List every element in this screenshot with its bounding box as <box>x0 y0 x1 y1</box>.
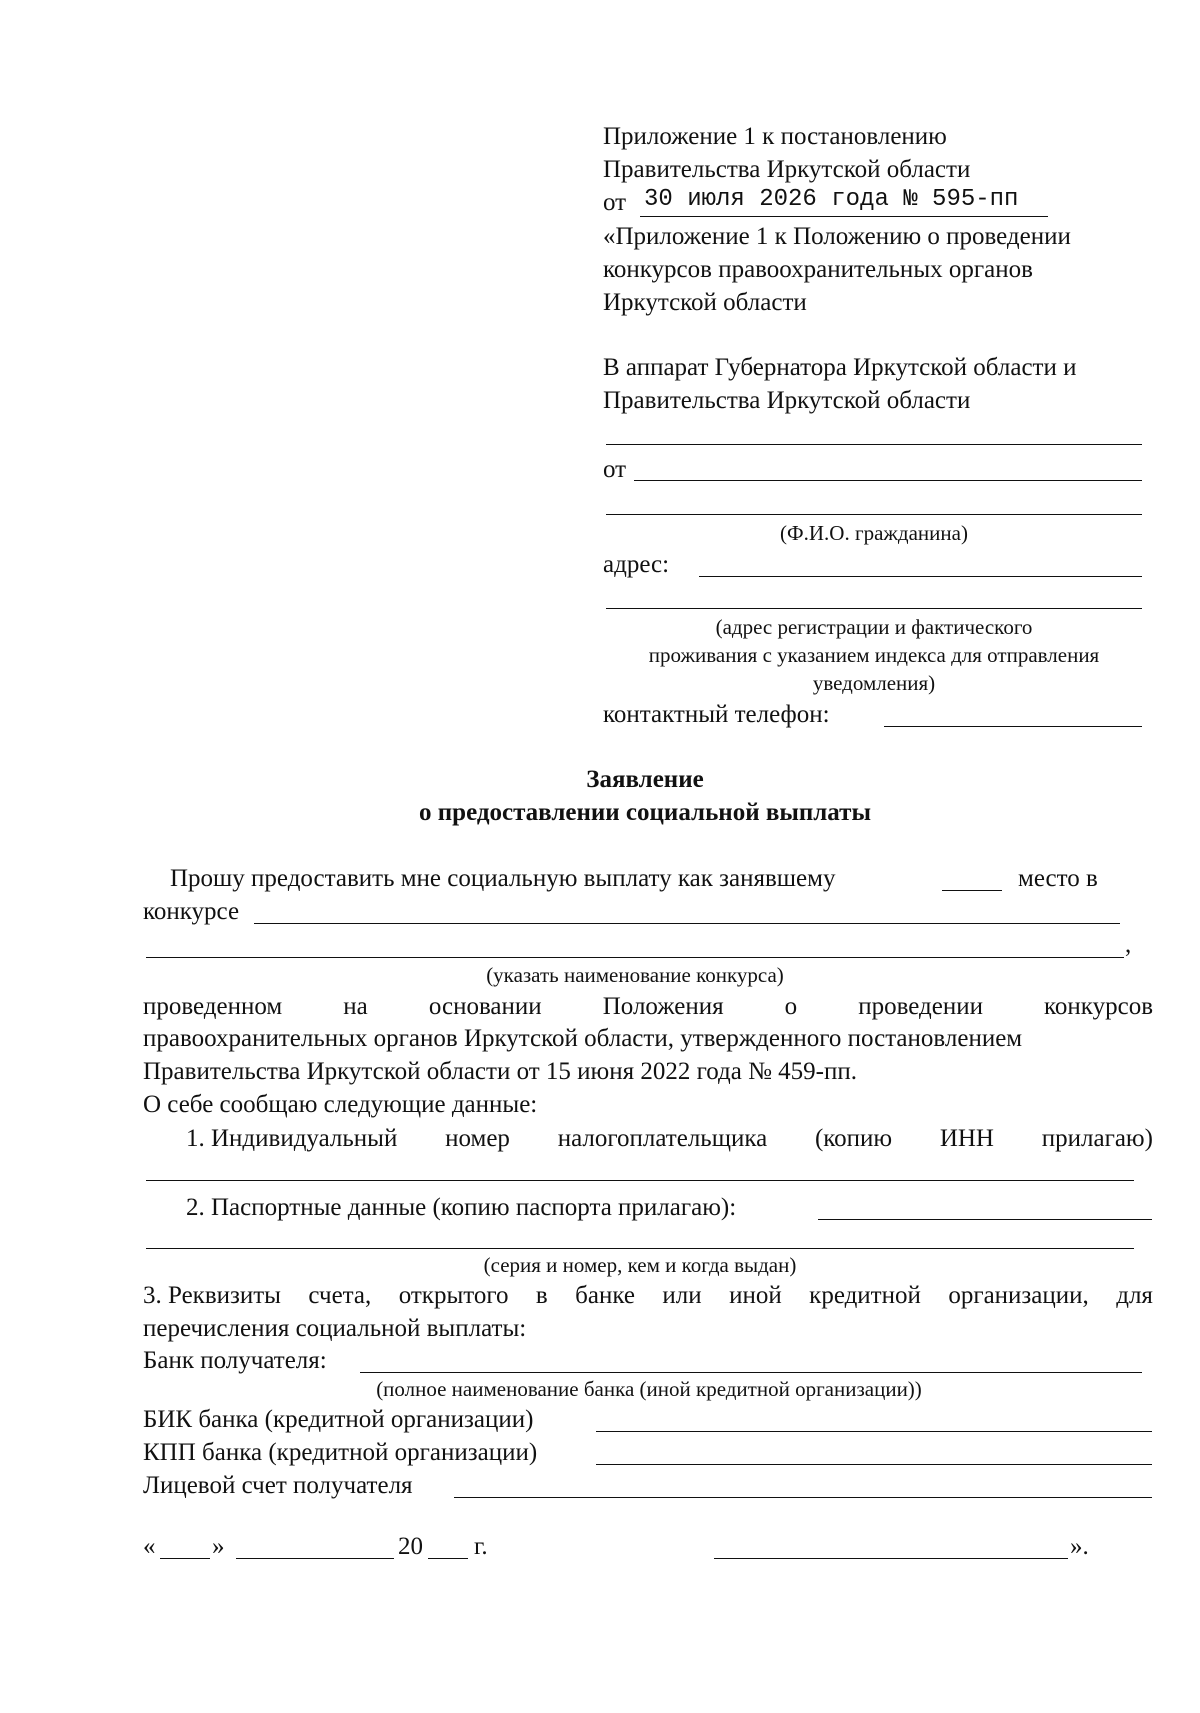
request-place-text: место в <box>1018 865 1098 892</box>
address-caption-line-2: проживания с указанием индекса для отправления <box>648 643 1100 667</box>
request-text: Прошу предоставить мне социальную выплату как занявшему <box>170 865 836 892</box>
date-year-prefix: 20 <box>398 1533 423 1560</box>
closing-quote: ». <box>1070 1533 1089 1560</box>
basis-word: Положения <box>602 993 724 1020</box>
basis-word: проведенном <box>143 993 283 1020</box>
fio-blank-line-1 <box>634 480 1142 481</box>
appendix2-line-2: конкурсов правоохранительных органов <box>603 256 1033 283</box>
item-3-word: или <box>662 1282 702 1309</box>
basis-word: о <box>784 993 798 1020</box>
appendix2-line-3: Иркутской области <box>603 289 807 316</box>
address-caption-line-3: уведомления) <box>812 671 936 695</box>
basis-word: на <box>343 993 368 1020</box>
place-blank-line <box>942 890 1002 891</box>
address-caption-line-1: (адрес регистрации и фактического <box>715 615 1033 639</box>
from-label: от <box>603 456 627 483</box>
item-1-word: налогоплательщика <box>557 1125 768 1152</box>
date-year-suffix: г. <box>474 1533 488 1560</box>
item-1-word: 1. Индивидуальный <box>186 1125 398 1152</box>
item-3-word: 3. Реквизиты <box>143 1282 281 1309</box>
date-day-blank-line <box>160 1558 210 1559</box>
passport-blank-line-2 <box>146 1248 1134 1249</box>
inn-blank-line <box>146 1180 1134 1181</box>
item-1-word: номер <box>445 1125 510 1152</box>
appendix-line-1: Приложение 1 к постановлению <box>603 123 947 150</box>
passport-blank-line-1 <box>818 1219 1152 1220</box>
kpp-label: КПП банка (кредитной организации) <box>143 1439 538 1466</box>
bik-blank-line <box>596 1431 1152 1432</box>
item-1-word: ИНН <box>939 1125 994 1152</box>
item-3-word: иной <box>729 1282 782 1309</box>
account-label: Лицевой счет получателя <box>143 1472 413 1499</box>
address-blank-line-1 <box>699 576 1142 577</box>
item-3-word: организации, <box>948 1282 1089 1309</box>
document-title-line-1: Заявление <box>586 766 704 793</box>
item-3-word: банке <box>575 1282 635 1309</box>
phone-label: контактный телефон: <box>603 701 830 728</box>
date-year-blank-line <box>428 1558 468 1559</box>
decree-date-underline <box>640 216 1048 217</box>
item-3-word: открытого <box>398 1282 509 1309</box>
basis-line-3: Правительства Иркутской области от 15 июня 2022 года № 459-пп. <box>143 1058 858 1085</box>
item-2-passport-label: 2. Паспортные данные (копию паспорта прилагаю): <box>186 1194 737 1221</box>
addressee-line-2: Правительства Иркутской области <box>603 387 971 414</box>
addressee-blank-line <box>606 444 1142 445</box>
item-3-word: счета, <box>308 1282 372 1309</box>
fio-blank-line-2 <box>606 514 1142 515</box>
self-info-line: О себе сообщаю следующие данные: <box>143 1091 538 1118</box>
contest-caption: (указать наименование конкурса) <box>486 963 784 987</box>
basis-word: основании <box>428 993 542 1020</box>
signature-blank-line <box>714 1558 1068 1559</box>
bank-blank-line <box>360 1372 1142 1373</box>
passport-caption: (серия и номер, кем и когда выдан) <box>483 1253 797 1277</box>
item-3-bank-details <box>143 1281 1153 1311</box>
addressee-line-1: В аппарат Губернатора Иркутской области и <box>603 354 1077 381</box>
address-label: адрес: <box>603 551 670 578</box>
basis-line-2: правоохранительных органов Иркутской области, утвержденного постановлением <box>143 1025 1023 1052</box>
account-blank-line <box>454 1497 1152 1498</box>
date-month-blank-line <box>236 1558 394 1559</box>
date-quote-close: » <box>212 1533 225 1560</box>
fio-caption: (Ф.И.О. гражданина) <box>780 521 968 545</box>
item-1-inn <box>186 1124 1153 1154</box>
phone-blank-line <box>884 726 1142 727</box>
contest-comma: , <box>1125 931 1132 958</box>
basis-word: проведении <box>858 993 983 1020</box>
date-quote-open: « <box>143 1533 156 1560</box>
contest-blank-line-2 <box>146 957 1124 958</box>
item-3-word: в <box>535 1282 548 1309</box>
decree-date: 30 июля 2026 года № 595-пп <box>644 186 1019 213</box>
item-1-word: (копию <box>814 1125 893 1152</box>
bank-label: Банк получателя: <box>143 1347 327 1374</box>
contest-blank-line-1 <box>254 923 1120 924</box>
appendix2-line-1: «Приложение 1 к Положению о проведении <box>603 223 1071 250</box>
contest-label: конкурсе <box>143 898 240 925</box>
item-1-word: прилагаю) <box>1041 1125 1153 1152</box>
item-3-word: для <box>1116 1282 1153 1309</box>
item-3-word: кредитной <box>809 1282 921 1309</box>
kpp-blank-line <box>596 1464 1152 1465</box>
document-title-line-2: о предоставлении социальной выплаты <box>419 799 871 826</box>
bank-caption: (полное наименование банка (иной кредитной организации)) <box>376 1377 922 1401</box>
item-3-line-2: перечисления социальной выплаты: <box>143 1315 527 1342</box>
decree-from-prefix: от <box>603 189 627 216</box>
address-blank-line-2 <box>606 608 1142 609</box>
bik-label: БИК банка (кредитной организации) <box>143 1406 534 1433</box>
appendix-line-2: Правительства Иркутской области <box>603 156 971 183</box>
basis-word: конкурсов <box>1044 993 1153 1020</box>
basis-line-1 <box>143 992 1153 1022</box>
